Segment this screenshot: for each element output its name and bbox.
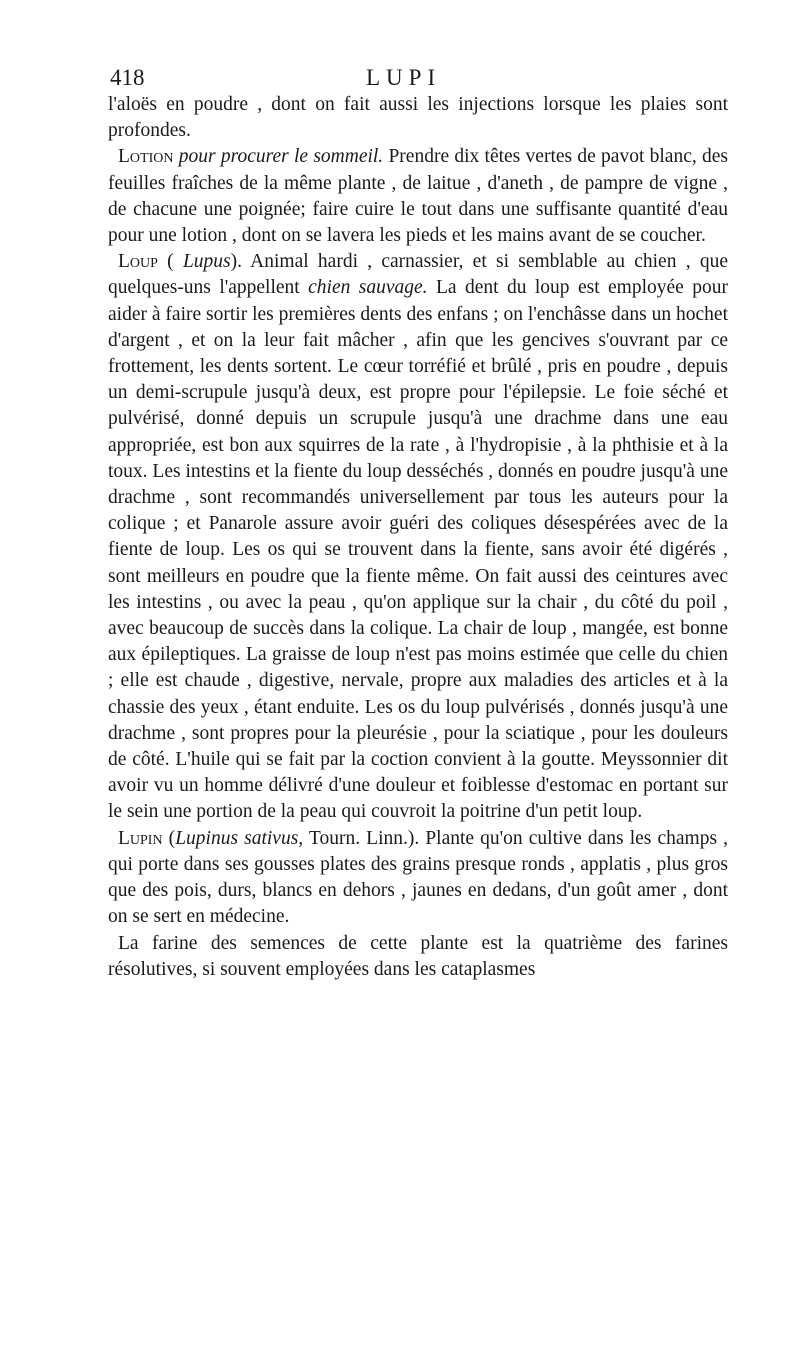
entry-term: Lupin	[118, 827, 163, 849]
text-run: (	[157, 251, 183, 273]
italic-text: Lupinus sativus,	[175, 827, 304, 849]
paragraph	[108, 144, 728, 249]
paragraph	[108, 826, 728, 931]
text-run: (	[162, 827, 176, 849]
paragraph	[108, 92, 728, 144]
italic-text: pour procurer le sommeil.	[173, 146, 384, 168]
text-run: l'aloës en poudre , dont on fait aussi les injections lorsque les plaies sont profondes.	[108, 94, 728, 142]
paragraph	[108, 249, 728, 825]
text-run: La dent du loup est employée pour aider à faire sortir les premières dents des enfans ; on l'enchâsse dans un hochet d'argent , et on la leur fait mâcher , afin que les gencives s'ouvrant par ce frottement, les dents sortent. Le cœur torréfié et brûlé , pris en poudre , depuis un demi-scrupule jusqu'à deux, est propre pour l'épilepsie. Le foie séché et pulvérisé, donné depuis un scrupule jusqu'à une drachme dans une eau appropriée, est bon aux squirres de la rate , à l'hydropisie , à la phthisie et à la toux. Les intestins et la fiente du loup desséchés , donnés en poudre jusqu'à une drachme , sont recommandés universellement par tous les auteurs pour la colique ; et Panarole assure avoir guéri des coliques désespérées avec de la fiente de loup. Les os qui se trouvent dans la fiente, sans avoir été digérés , sont meilleurs en poudre que la fiente même. On fait aussi des ceintures avec les intestins , ou avec la peau , qu'on applique sur la chair , du côté du poil , avec beaucoup de succès dans la colique. La chair de loup , mangée, est bonne aux épileptiques. La graisse de loup n'est pas moins estimée que celle du chien ; elle est chaude , digestive, nervale, propre aux maladies des articles et à la chassie des yeux , étant enduite. Les os du loup pulvérisés , donnés jusqu'à une drachme , sont propres pour la pleurésie , pour la sciatique , pour les douleurs de côté. L'huile qui se fait par la coction convient à la goutte. Meyssonnier dit avoir vu un homme délivré d'une douleur et foiblesse d'estomac en portant sur le sein une portion de la peau qui couvroit la poitrine d'un petit loup.	[108, 277, 728, 823]
page-heading: LUPI	[366, 65, 442, 90]
entry-term: Loup	[118, 251, 158, 273]
running-head	[108, 64, 728, 92]
body-text	[108, 92, 728, 983]
text-run: La farine des semences de cette plante est la quatrième des farines résolutives, si souvent employées dans les cataplasmes	[108, 932, 728, 980]
paragraph	[108, 931, 728, 983]
page-number: 418	[110, 65, 145, 90]
text-run: ). Animal hardi , carnassier, et si semblable au chien , que quelques-uns l'appellent	[108, 251, 728, 299]
book-page	[108, 64, 728, 983]
italic-text: Lupus	[182, 251, 231, 273]
entry-term: Lotion	[118, 146, 174, 168]
text-run: Tourn. Linn.). Plante qu'on cultive dans les champs , qui porte dans ses gousses plates des grains presque ronds , applatis , plus gros que des pois, durs, blancs en dehors , jaunes en dedans, d'un goût amer , dont on se sert en médecine.	[108, 827, 728, 928]
text-run: Prendre dix têtes vertes de pavot blanc, des feuilles fraîches de la même plante , de laitue , d'aneth , de pampre de vigne , de chacune une poignée; faire cuire le tout dans une suffisante quantité d'eau pour une lotion , dont on se lavera les pieds et les mains avant de se coucher.	[108, 146, 728, 247]
italic-text: chien sauvage.	[308, 277, 428, 299]
